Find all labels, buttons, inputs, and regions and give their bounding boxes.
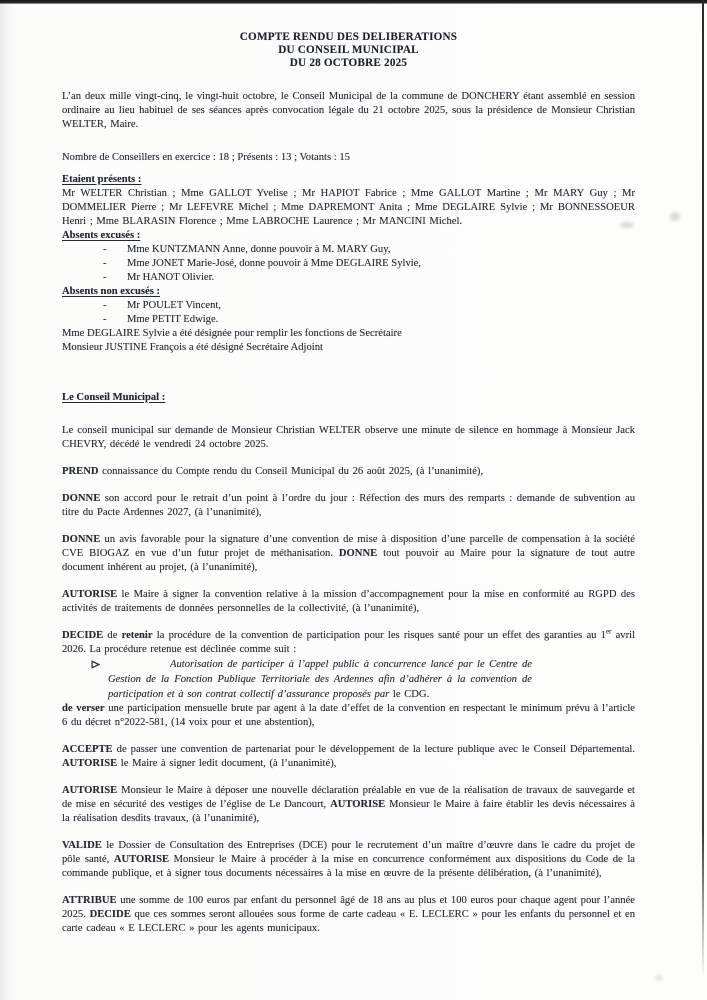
title-line-3: DU 28 OCTOBRE 2025 xyxy=(289,57,408,70)
intro-paragraph: L’an deux mille vingt-cinq, le vingt-huit octobre, le Conseil Municipal de la commune de DONCHERY étant assemblé en session ordinaire au lieu habituel de ses séances après convocation légale du 21 octobre 2025, sous la présidence de Monsieur Christian WELTER, Maire. xyxy=(62,90,635,130)
absent-not-excused-section xyxy=(62,285,635,327)
dash-bullet: - xyxy=(103,313,107,325)
document-content xyxy=(62,31,635,936)
bold-keyword: AUTORISE xyxy=(62,757,118,769)
paragraph-text: le Maire à signer ledit document, (à l’unanimité), xyxy=(117,757,337,769)
deliberation-paragraph xyxy=(62,743,635,771)
list-item xyxy=(62,313,635,327)
absent-excused-heading xyxy=(62,229,635,243)
absent-not-excused-heading-text: Absents non excusés : xyxy=(62,285,161,297)
present-heading xyxy=(62,173,635,187)
bold-keyword: DECIDE xyxy=(62,629,104,641)
paragraph-text: le Maire à signer la convention relative à la mission d’accompagnement pour la mise en conformité au RGPD des activités de traitements de données personnelles de la collectivité, (à l’unanimité), xyxy=(62,588,635,614)
bold-keyword: ATTRIBUE xyxy=(62,894,117,906)
list-item-text: Mme PETIT Edwige. xyxy=(127,313,219,325)
dash-bullet: - xyxy=(103,299,107,311)
list-item xyxy=(62,299,635,313)
deliberation-paragraph xyxy=(62,465,635,479)
list-item-text: Mme KUNTZMANN Anne, donne pouvoir à M. MARY Guy, xyxy=(127,243,391,255)
secretary-note-2: Monsieur JUSTINE François a été désigné Secrétaire Adjoint xyxy=(62,341,323,353)
paragraph-text: le CDG. xyxy=(392,688,430,700)
list-item-text: Mr POULET Vincent, xyxy=(127,299,222,311)
paragraph-text: que ces sommes seront allouées sous forme de carte cadeau « E. LECLERC » pour les enfants du personnel et en carte cadeau « E LECLERC » pour les agents municipaux. xyxy=(62,908,636,934)
paragraph-text: le Dossier de Consultation des Entreprises (DCE) pour le recrutement d’un maître d’œuvre dans le cadre du projet de pôle santé, xyxy=(62,839,635,865)
list-item xyxy=(62,257,635,271)
paragraph-text: un avis favorable pour la signature d’une convention de mise à disposition d’une parcelle de compensation à la société CVE BIOGAZ en vue d’un futur projet de méthanisation. xyxy=(62,533,635,559)
scan-smudge xyxy=(655,975,663,981)
scan-top-edge xyxy=(0,0,707,4)
secretary-note-1: Mme DEGLAIRE Sylvie a été désignée pour remplir les fonctions de Secrétaire xyxy=(62,327,402,339)
bold-keyword: PREND xyxy=(62,465,99,477)
list-item xyxy=(62,271,635,285)
bold-keyword: DONNE xyxy=(338,547,378,559)
deliberation-paragraph xyxy=(62,839,635,881)
paragraph-text: de passer une convention de partenariat pour le développement de la lecture publique avec le Conseil Départemental. xyxy=(112,743,635,755)
absent-not-excused-heading xyxy=(62,285,635,299)
deliberation-paragraph xyxy=(62,424,635,452)
absent-excused-section xyxy=(62,229,635,285)
paragraph-text: connaissance du Compte rendu du Conseil Municipal du 26 août 2025, (à l’unanimité), xyxy=(98,465,484,477)
bold-keyword: AUTORISE xyxy=(62,588,118,600)
present-names: Mr WELTER Christian ; Mme GALLOT Yvelise ; Mr HAPIOT Fabrice ; Mme GALLOT Martine ; Mr MARY Guy ; Mr DOMMELIER Pierre ; Mr LEFEVRE Michel ; Mme DAPREMONT Anita ; Mme DEGLAIRE Sylvie ; Mr BONNESSOEUR Henri ; Mme BLARASIN Florence ; Mme LABROCHE Laurence ; Mr MANCINI Michel. xyxy=(62,187,635,227)
title-line-1: COMPTE RENDU DES DELIBERATIONS xyxy=(239,31,458,43)
paragraph-text: la procédure de la convention de participation pour les risques santé pour un effet des garanties au 1 xyxy=(152,629,606,641)
paragraph-text: Monsieur le Maire à déposer une nouvelle déclaration préalable en vue de la réalisation de travaux de sauvegarde et de mise en sécurité des vestiges de l’église de Le Dancourt, xyxy=(62,784,635,810)
paragraph-text: Le conseil municipal sur demande de Monsieur Christian WELTER observe une minute de silence en hommage à Monsieur Jack CHEVRY, décédé le vendredi 24 octobre 2025. xyxy=(62,424,635,450)
paragraph-text: son accord pour le retrait d’un point à l’ordre du jour : Réfection des murs des remparts : demande de subvention au titre du Pacte Ardennes 2027, (à l’unanimité), xyxy=(62,492,635,518)
deliberation-paragraph xyxy=(62,533,635,575)
italic-quote-text: Autorisation de participer à l’appel public à concurrence lancé par le Centre de Gestion de la Fonction Publique Territoriale des Ardennes afin d’adhérer à la convention de participation et à son contrat collectif d’assurance proposés par xyxy=(108,658,532,700)
deliberation-paragraph xyxy=(62,588,635,616)
paragraph-text: une somme de 100 euros par enfant du personnel âgé de 18 ans au plus et 100 euros pour chaque agent pour l’année 2025. xyxy=(62,894,635,920)
scan-smudge xyxy=(670,212,680,221)
scan-right-edge-line xyxy=(702,0,704,978)
deliberation-paragraph xyxy=(62,894,635,936)
dash-bullet: - xyxy=(103,243,107,255)
bold-keyword: AUTORISE xyxy=(330,798,386,810)
paragraph-text: Monsieur le Maire à faire établir les devis nécessaires à la réalisation desdits travaux, (à l’unanimité), xyxy=(62,798,636,824)
absent-excused-heading-text: Absents excusés : xyxy=(62,229,141,241)
present-section xyxy=(62,173,635,229)
paragraph-text: de xyxy=(103,629,122,641)
deliberation-paragraph xyxy=(62,702,635,730)
paragraph-text: tout pouvoir au Maire pour la signature de tout autre document inhérent au projet, (à l’unanimité), xyxy=(62,547,635,573)
document-title xyxy=(62,31,635,71)
bold-keyword: DONNE xyxy=(62,533,101,545)
paragraph-text: Monsieur le Maire à procéder à la mise en concurrence conformément aux dispositions du Code de la commande publique, et à signer tous documents nécessaires à la mise en œuvre de la présente délibération, (à l’unanimité), xyxy=(62,853,636,879)
bold-keyword: retenir xyxy=(121,629,153,641)
arrow-list-item xyxy=(108,657,532,702)
bold-keyword: VALIDE xyxy=(62,839,102,851)
dash-bullet: - xyxy=(103,257,107,269)
bold-keyword: ACCEPTE xyxy=(62,743,113,755)
deliberation-paragraph xyxy=(62,492,635,520)
bold-keyword: DECIDE xyxy=(89,908,131,920)
dash-bullet: - xyxy=(103,271,107,283)
list-item xyxy=(62,243,635,257)
list-item-text: Mme JONET Marie-José, donne pouvoir à Mme DEGLAIRE Sylvie, xyxy=(127,257,422,269)
council-heading xyxy=(62,391,635,405)
arrow-bullet-icon xyxy=(91,659,100,674)
paragraph-text: avril 2026. La procédure retenue est déclinée comme suit : xyxy=(62,629,636,655)
present-heading-text: Etaient présents : xyxy=(62,173,142,185)
bold-keyword: AUTORISE xyxy=(62,784,118,796)
superscript-ordinal: er xyxy=(605,627,612,636)
bold-keyword: AUTORISE xyxy=(113,853,170,865)
list-item-text: Mr HANOT Olivier. xyxy=(127,271,215,283)
attendance-counts: Nombre de Conseillers en exercice : 18 ; Présents : 13 ; Votants : 15 xyxy=(62,151,350,163)
deliberation-paragraph xyxy=(62,784,635,826)
bold-keyword: DONNE xyxy=(62,492,101,504)
title-line-2: DU CONSEIL MUNICIPAL xyxy=(278,44,419,57)
paragraph-text: une participation mensuelle brute par agent à la date d’effet de la convention en respectant le minimum prévu à l’article 6 du décret n°2022-581, (14 voix pour et une abstention), xyxy=(62,702,635,728)
bold-keyword: de verser xyxy=(62,702,105,714)
council-heading-text: Le Conseil Municipal : xyxy=(62,391,166,403)
deliberation-paragraph xyxy=(62,629,635,657)
